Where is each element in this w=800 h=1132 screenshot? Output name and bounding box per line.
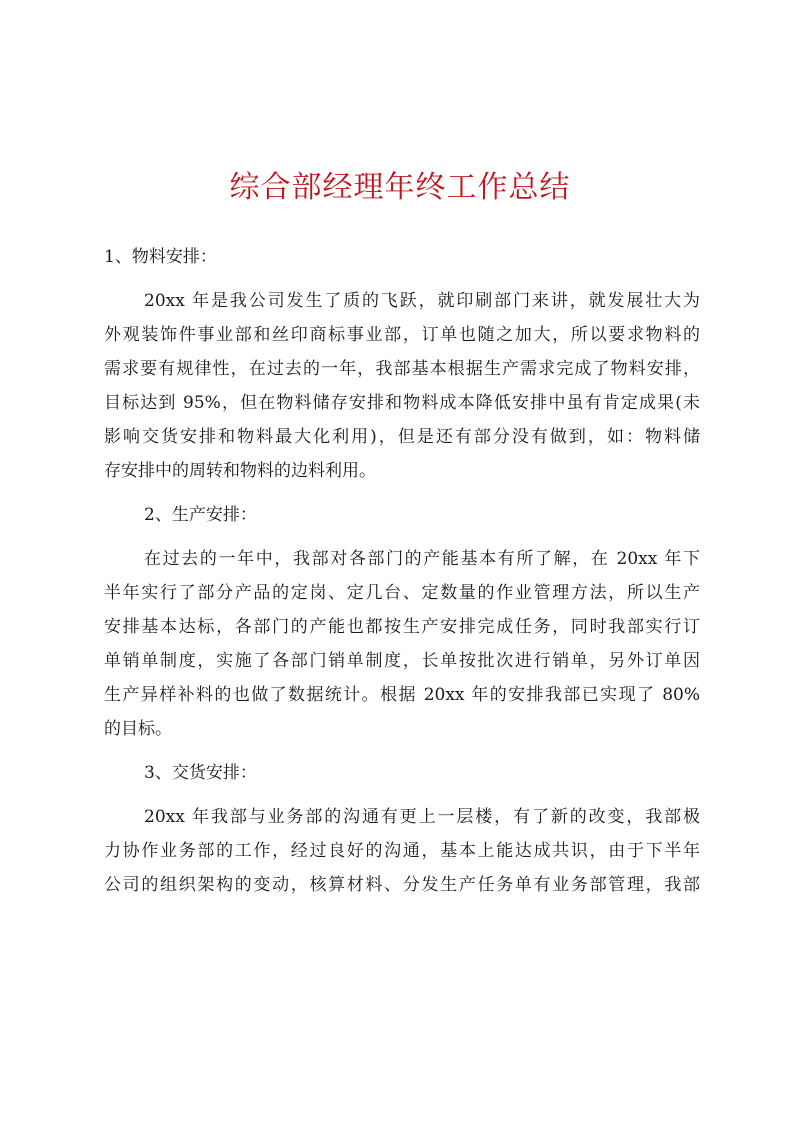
paragraph-line: 的目标。: [104, 719, 172, 739]
paragraph-line: 在过去的一年中，我部对各部门的产能基本有所了解，在 20xx 年下: [144, 549, 700, 569]
section-heading-delivery: 3、交货安排：: [144, 763, 257, 783]
paragraph-line: 影响交货安排和物料最大化利用)，但是还有部分没有做到，如：物料储: [104, 427, 700, 447]
section-heading-production: 2、生产安排：: [144, 505, 257, 525]
section-paragraph-production: [104, 542, 700, 746]
paragraph-line: 力协作业务部的工作，经过良好的沟通，基本上能达成共识，由于下半年: [104, 841, 700, 861]
paragraph-line: 20xx 年是我公司发生了质的飞跃，就印刷部门来讲，就发展壮大为: [144, 291, 700, 311]
paragraph-line: 20xx 年我部与业务部的沟通有更上一层楼，有了新的改变，我部极: [144, 807, 700, 827]
paragraph-line: 需求要有规律性，在过去的一年，我部基本根据生产需求完成了物料安排，: [104, 359, 700, 379]
paragraph-line: 单销单制度，实施了各部门销单制度，长单按批次进行销单，另外订单因: [104, 651, 700, 671]
section-paragraph-delivery: [104, 800, 700, 902]
paragraph-line: 外观装饰件事业部和丝印商标事业部，订单也随之加大，所以要求物料的: [104, 325, 700, 345]
paragraph-line: 安排基本达标，各部门的产能也都按生产安排完成任务，同时我部实行订: [104, 617, 700, 637]
section-heading-materials: 1、物料安排：: [104, 247, 217, 267]
section-paragraph-materials: [104, 284, 700, 488]
document-body: [104, 240, 700, 912]
paragraph-line: 目标达到 95%，但在物料储存安排和物料成本降低安排中虽有肯定成果(未: [104, 393, 700, 413]
paragraph-line: 公司的组织架构的变动，核算材料、分发生产任务单有业务部管理，我部: [104, 875, 700, 895]
paragraph-line: 生产异样补料的也做了数据统计。根据 20xx 年的安排我部已实现了 80%: [104, 685, 700, 705]
document-title: 综合部经理年终工作总结: [229, 170, 571, 205]
paragraph-line: 半年实行了部分产品的定岗、定几台、定数量的作业管理方法，所以生产: [104, 583, 700, 603]
paragraph-line: 存安排中的周转和物料的边料利用。: [104, 461, 376, 481]
